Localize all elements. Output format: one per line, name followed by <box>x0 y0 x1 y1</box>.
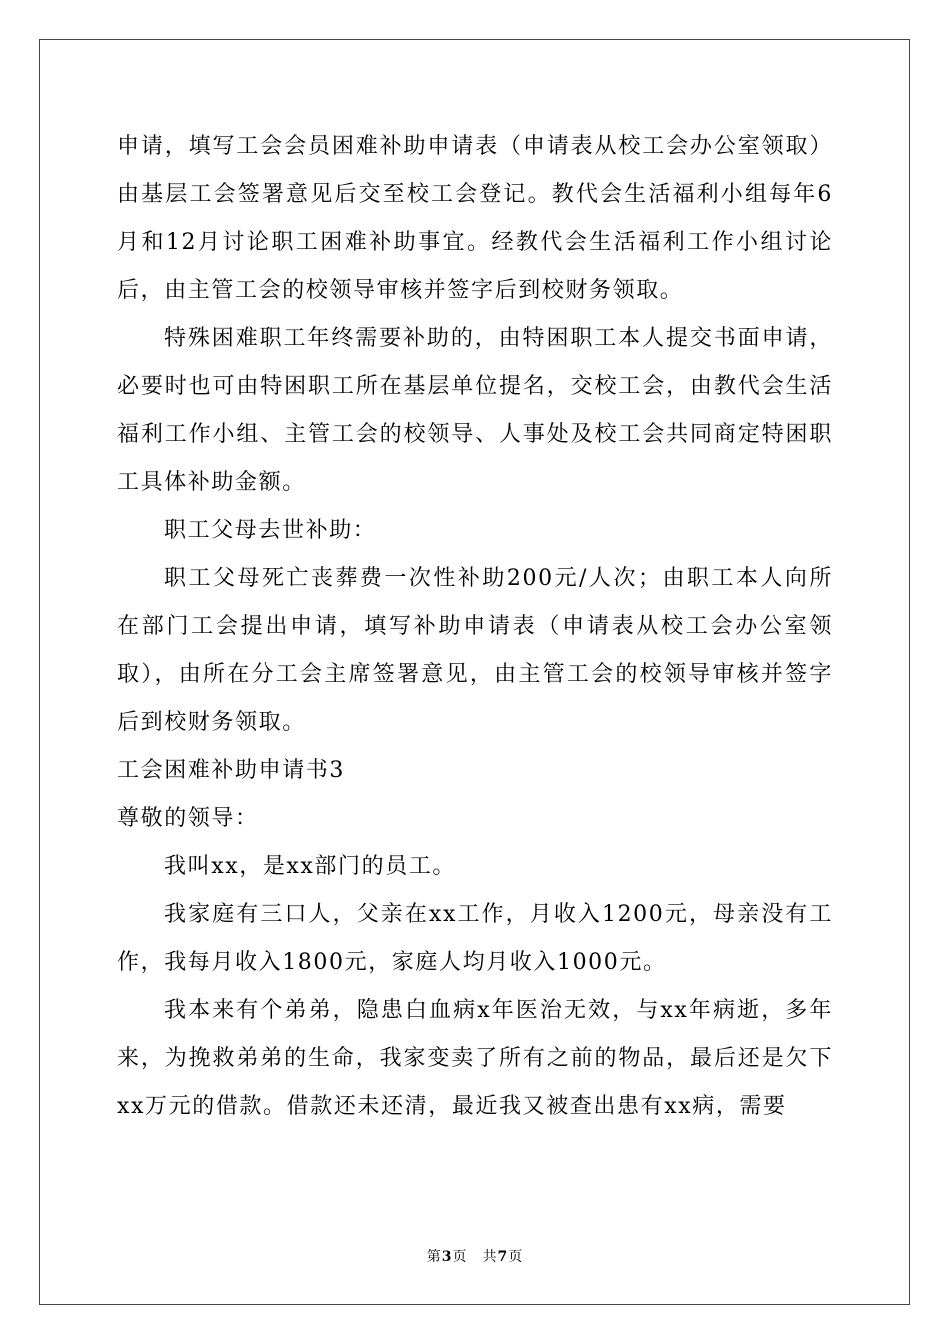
page-prefix: 第 <box>426 1249 442 1265</box>
page-number-footer <box>0 1246 950 1266</box>
page-suffix: 页 <box>508 1249 524 1265</box>
salutation: 尊敬的领导： <box>117 806 259 831</box>
paragraph-special-hardship: 特殊困难职工年终需要补助的，由特困职工本人提交书面申请，必要时也可由特困职工所在基层单位提名，交校工会，由教代会生活福利工作小组、主管工会的校领导、人事处及校工会共同商定特困职工具体补助金额。 <box>117 326 833 495</box>
paragraph-family-income: 我家庭有三口人，父亲在xx工作，月收入1200元，母亲没有工作，我每月收入1800元，家庭人均月收入1000元。 <box>117 902 833 975</box>
page-current: 3 <box>441 1249 453 1265</box>
page-mid: 页 共 <box>452 1249 498 1265</box>
paragraph-self-intro: 我叫xx，是xx部门的员工。 <box>164 854 457 879</box>
paragraph-parent-death-heading: 职工父母去世补助： <box>164 518 377 543</box>
document-body <box>117 123 833 1131</box>
paragraph-parent-death-subsidy: 职工父母死亡丧葬费一次性补助200元/人次；由职工本人向所在部门工会提出申请，填写补助申请表（申请表从校工会办公室领取），由所在分工会主席签署意见，由主管工会的校领导审核并签字后到校财务领取。 <box>117 566 833 735</box>
paragraph-family-hardship: 我本来有个弟弟，隐患白血病x年医治无效，与xx年病逝，多年来，为挽救弟弟的生命，我家变卖了所有之前的物品，最后还是欠下xx万元的借款。借款还未还清，最近我又被查出患有xx病，需要 <box>117 998 833 1119</box>
section-title: 工会困难补助申请书3 <box>117 758 345 783</box>
paragraph-application-procedure: 申请，填写工会会员困难补助申请表（申请表从校工会办公室领取）由基层工会签署意见后交至校工会登记。教代会生活福利小组每年6月和12月讨论职工困难补助事宜。经教代会生活福利工作小组讨论后，由主管工会的校领导审核并签字后到校财务领取。 <box>117 134 833 303</box>
page-total: 7 <box>497 1249 509 1265</box>
